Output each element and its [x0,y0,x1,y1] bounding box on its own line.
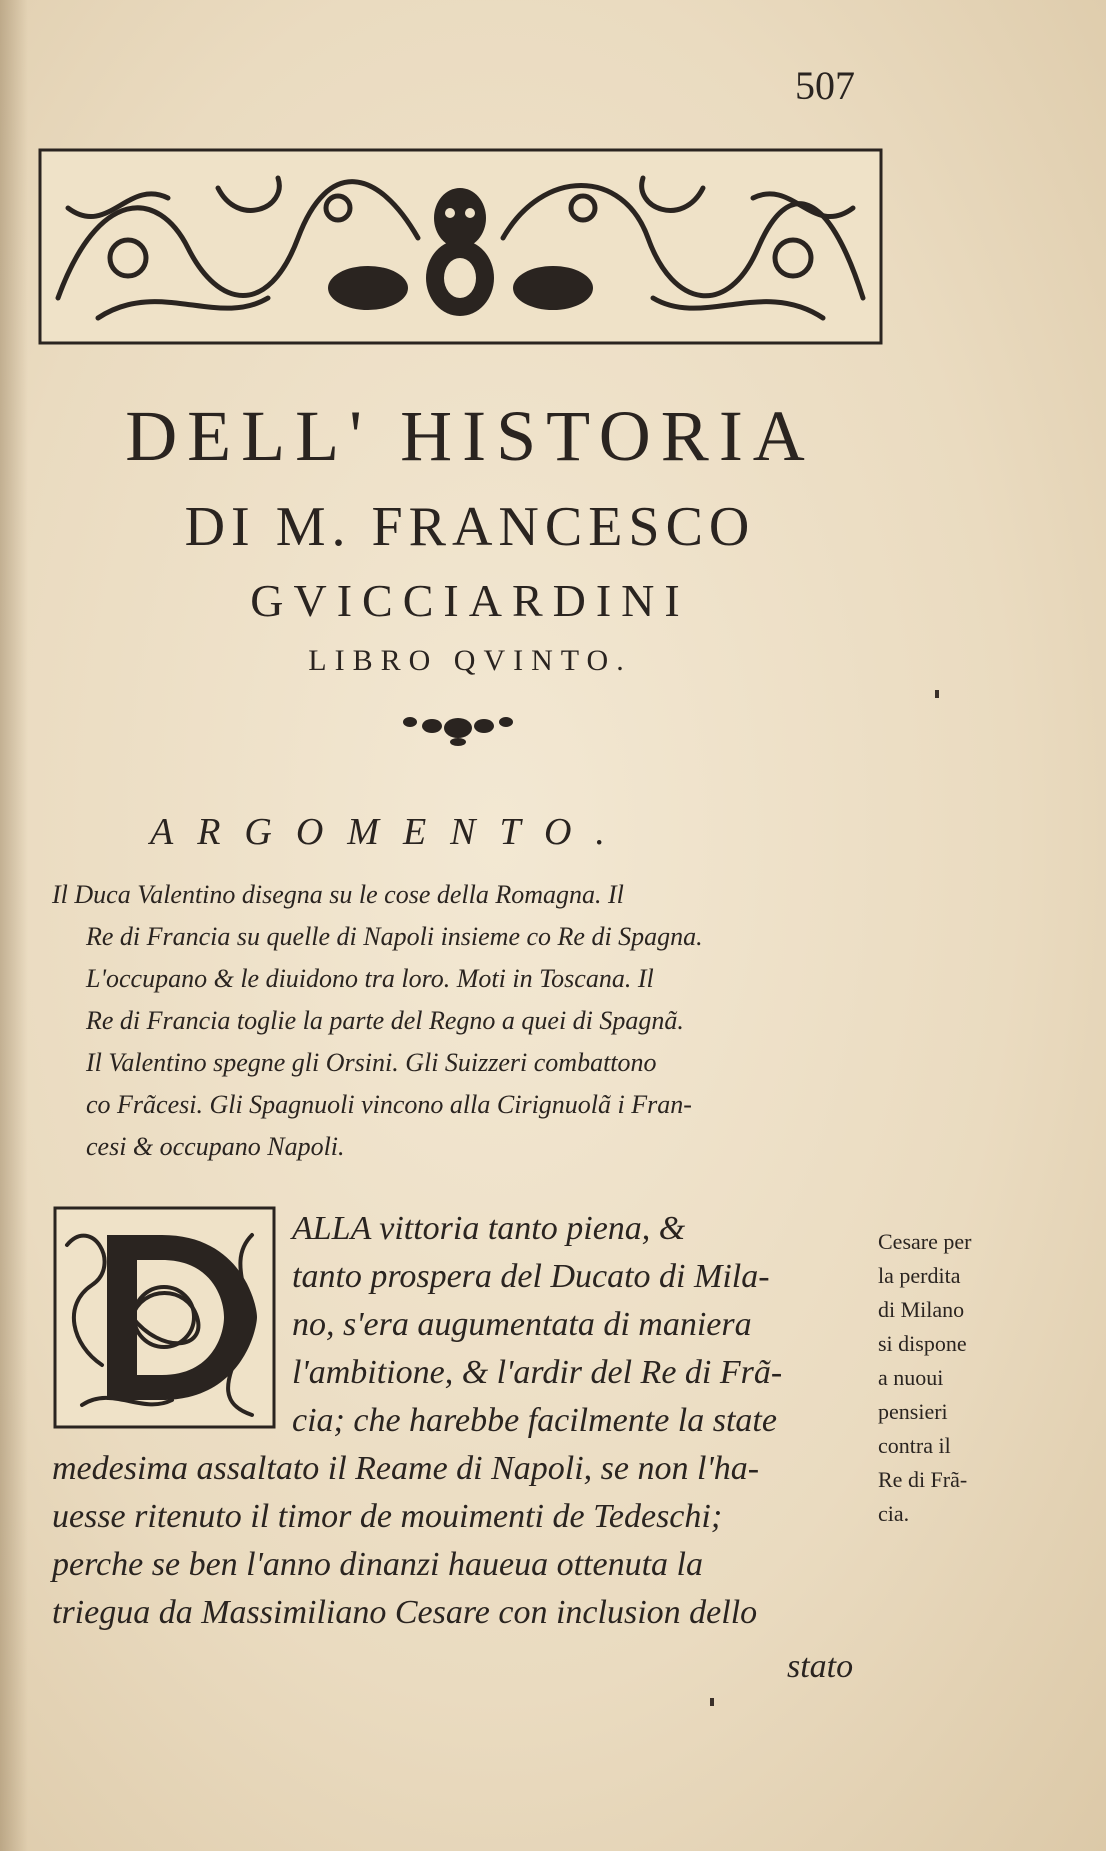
binding-shadow [0,0,28,1851]
summary-line: L'occupano & le diuidono tra loro. Moti in Toscana. Il [86,964,654,993]
margin-note-line: la perdita [878,1263,961,1288]
paper-speck [710,1698,714,1706]
fleuron-ornament [398,708,518,748]
body-line: perche se ben l'anno dinanzi haueua ottenuta la [52,1546,703,1583]
body-line: tanto prospera del Ducato di Mila- [292,1258,770,1295]
title-line-2: DI M. FRANCESCO [184,496,756,558]
summary-line: cesi & occupano Napoli. [86,1132,345,1161]
paper-speck [935,690,939,698]
decorated-initial-d [52,1205,277,1430]
margin-note-line: pensieri [878,1399,948,1424]
summary-line: Il Valentino spegne gli Orsini. Gli Suizzeri combattono [86,1048,657,1077]
body-line: uesse ritenuto il timor de mouimenti de Tedeschi; [52,1498,723,1535]
catchword: stato [787,1648,854,1685]
margin-note-line: contra il [878,1433,951,1458]
body-line: l'ambitione, & l'ardir del Re di Frã- [292,1354,783,1391]
title-line-3: GVICCIARDINI [250,575,690,626]
margin-note-line: cia. [878,1501,910,1526]
title-line-1: DELL' HISTORIA [125,396,815,476]
summary-line: Re di Francia su quelle di Napoli insieme co Re di Spagna. [86,922,703,951]
body-line: cia; che harebbe facilmente la state [292,1402,777,1439]
title-line-4: LIBRO QVINTO. [308,644,632,677]
margin-note-line: di Milano [878,1297,965,1322]
margin-note-line: a nuoui [878,1365,944,1390]
margin-note-line: si dispone [878,1331,967,1356]
body-line: triegua da Massimiliano Cesare con inclusion dello [52,1594,758,1631]
argomento-heading: ARGOMENTO. [150,811,629,853]
body-line: ALLA vittoria tanto piena, & [292,1210,686,1247]
ornamental-headpiece [38,148,883,345]
summary-line: Re di Francia toglie la parte del Regno a quei di Spagnã. [86,1006,684,1035]
page-number: 507 [795,63,855,108]
summary-line: Il Duca Valentino disegna su le cose della Romagna. Il [52,880,624,909]
summary-line: co Frãcesi. Gli Spagnuoli vincono alla Cirignuolã i Fran- [86,1090,692,1119]
body-line: no, s'era augumentata di maniera [292,1306,752,1343]
margin-note [878,1225,1018,1531]
body-line: medesima assaltato il Reame di Napoli, se non l'ha- [52,1450,760,1487]
margin-note-line: Cesare per [878,1229,972,1254]
margin-note-line: Re di Frã- [878,1467,968,1492]
